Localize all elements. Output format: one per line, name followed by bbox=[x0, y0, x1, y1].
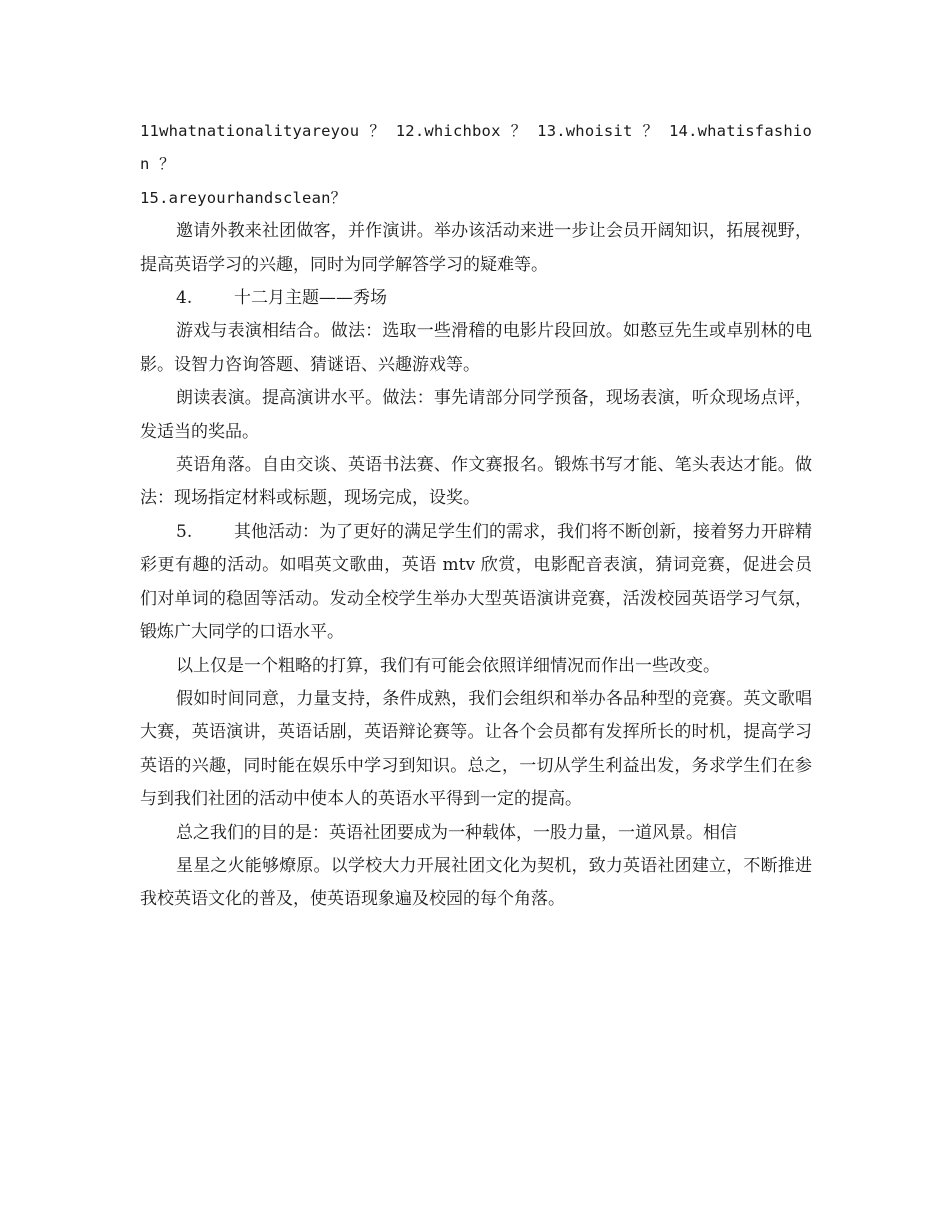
paragraph-reading: 朗读表演。提高演讲水平。做法：事先请部分同学预备，现场表演，听众现场点评，发适当的奖品。 bbox=[140, 388, 812, 442]
item-5-text: 其他活动：为了更好的满足学生们的需求，我们将不断创新，接着努力开辟精彩更有趣的活动。如唱英文歌曲，英语 mtv 欣赏，电影配音表演，猜词竞赛，促进会员们对单词的稳固等活动。发动全校学生举办大型英语演讲竞赛，活泼校园英语学习气氛，锻炼广大同学的口语水平。 bbox=[140, 521, 812, 643]
paragraph-spark: 星星之火能够燎原。以学校大力开展社团文化为契机，致力英语社团建立，不断推进我校英语文化的普及，使英语现象遍及校园的每个角落。 bbox=[140, 855, 812, 910]
item-5-paragraph bbox=[140, 516, 812, 650]
item-4-title: 十二月主题——秀场 bbox=[234, 288, 387, 309]
questions-line-2: 15.areyourhandsclean？ bbox=[140, 188, 347, 207]
document-body bbox=[140, 115, 812, 917]
paragraph-english-corner: 英语角落。自由交谈、英语书法赛、作文赛报名。锻炼书写才能、笔头表达才能。做法：现场指定材料或标题，现场完成，设奖。 bbox=[140, 455, 812, 509]
paragraph-invite-teacher: 邀请外教来社团做客，并作演讲。举办该活动来进一步让会员开阔知识，拓展视野，提高英语学习的兴趣，同时为同学解答学习的疑难等。 bbox=[140, 221, 812, 275]
paragraph-games: 游戏与表演相结合。做法：选取一些滑稽的电影片段回放。如憨豆先生或卓别林的电影。设智力咨询答题、猜谜语、兴趣游戏等。 bbox=[140, 321, 812, 375]
item-4-number: 4. bbox=[176, 288, 193, 309]
paragraph-goal: 总之我们的目的是：英语社团要成为一种载体，一股力量，一道风景。相信 bbox=[176, 822, 737, 843]
item-4-heading bbox=[140, 282, 812, 315]
paragraph-rough-plan: 以上仅是一个粗略的打算，我们有可能会依照详细情况而作出一些改变。 bbox=[176, 655, 720, 676]
questions-line-1: 11whatnationalityareyou ？ 12.whichbox ？ 13.whoisit ？ 14.whatisfashion ？ bbox=[140, 122, 812, 174]
paragraph-competitions: 假如时间同意，力量支持，条件成熟，我们会组织和举办各品种型的竞赛。英文歌唱大赛，英语演讲，英语话剧，英语辩论赛等。让各个会员都有发挥所长的时机，提高学习英语的兴趣，同时能在娱乐中学习到知识。总之，一切从学生利益出发，务求学生们在参与到我们社团的活动中使本人的英语水平得到一定的提高。 bbox=[140, 688, 812, 810]
item-5-number: 5. bbox=[176, 521, 193, 542]
